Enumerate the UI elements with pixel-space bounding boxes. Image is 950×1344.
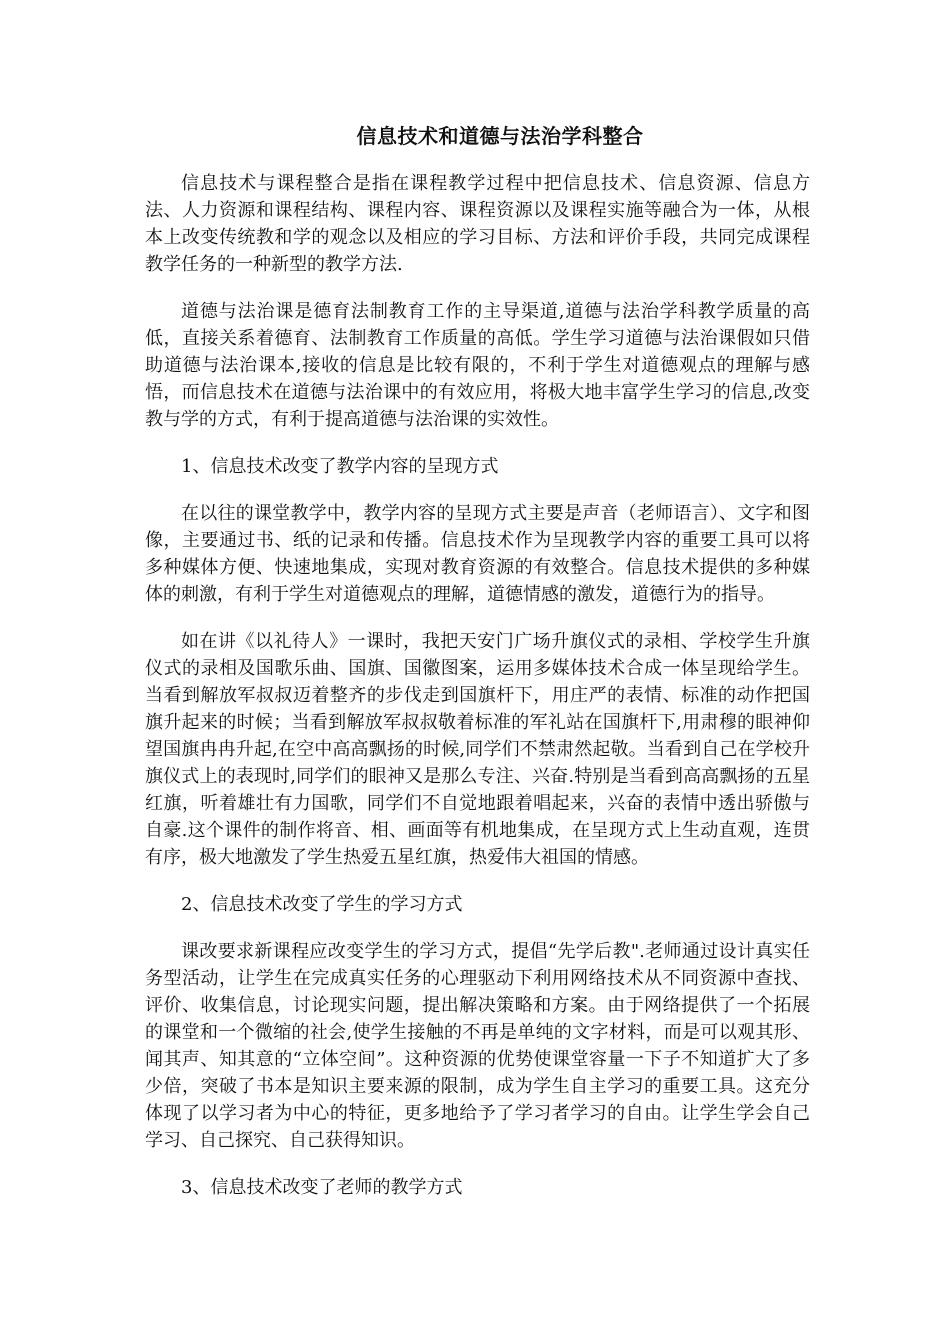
section-heading-1: 1、信息技术改变了教学内容的呈现方式 xyxy=(181,456,499,477)
document-title: 信息技术和道德与法治学科整合 xyxy=(356,124,644,148)
paragraph-importance: 道德与法治课是德育法制教育工作的主导渠道,道德与法治学科教学质量的高低，直接关系着德育、法制教育工作质量的高低。学生学习道德与法治课假如只借助道德与法治课本,接收的信息是比较有限的，不利于学生对道德观点的理解与感悟，而信息技术在道德与法治课中的有效应用，将极大地丰富学生学习的信息,改变教与学的方式，有利于提高道德与法治课的实效性。 xyxy=(145,301,810,430)
paragraph-learning: 课改要求新课程应改变学生的学习方式，提倡“先学后教".老师通过设计真实任务型活动，让学生在完成真实任务的心理驱动下利用网络技术从不同资源中查找、评价、收集信息，讨论现实问题，提出解决策略和方案。由于网络提供了一个拓展的课堂和一个微缩的社会,使学生接触的不再是单纯的文字材料，而是可以观其形、闻其声、知其意的“立体空间”。这种资源的优势使课堂容量一下子不知道扩大了多少倍，突破了书本是知识主要来源的限制，成为学生自主学习的重要工具。这充分体现了以学习者为中心的特征，更多地给予了学习者学习的自由。让学生学会自己学习、自己探究、自己获得知识。 xyxy=(145,941,810,1151)
section-heading-3: 3、信息技术改变了老师的教学方式 xyxy=(181,1177,463,1198)
paragraph-example: 如在讲《以礼待人》一课时，我把天安门广场升旗仪式的录相、学校学生升旗仪式的录相及国歌乐曲、国旗、国徽图案，运用多媒体技术合成一体呈现给学生。当看到解放军叔叔迈着整齐的步伐走到国旗杆下，用庄严的表情、标准的动作把国旗升起来的时候；当看到解放军叔叔敬着标准的军礼站在国旗杆下,用肃穆的眼神仰望国旗冉冉升起,在空中高高飘扬的时候,同学们不禁肃然起敬。当看到自己在学校升旗仪式上的表现时,同学们的眼神又是那么专注、兴奋.特别是当看到高高飘扬的五星红旗，听着雄壮有力国歌，同学们不自觉地跟着唱起来，兴奋的表情中透出骄傲与自豪.这个课件的制作将音、相、画面等有机地集成，在呈现方式上生动直观，连贯有序，极大地激发了学生热爱五星红旗，热爱伟大祖国的情感。 xyxy=(145,631,810,868)
document-body xyxy=(145,170,810,1221)
section-heading-2: 2、信息技术改变了学生的学习方式 xyxy=(181,894,463,915)
paragraph-intro: 信息技术与课程整合是指在课程教学过程中把信息技术、信息资源、信息方法、人力资源和课程结构、课程内容、课程资源以及课程实施等融合为一体，从根本上改变传统教和学的观念以及相应的学习目标、方法和评价手段，共同完成课程教学任务的一种新型的教学方法. xyxy=(145,173,810,275)
paragraph-presentation: 在以往的课堂教学中，教学内容的呈现方式主要是声音（老师语言）、文字和图像，主要通过书、纸的记录和传播。信息技术作为呈现教学内容的重要工具可以将多种媒体方便、快速地集成，实现对教育资源的有效整合。信息技术提供的多种媒体的刺激，有利于学生对道德观点的理解，道德情感的激发，道德行为的指导。 xyxy=(145,503,810,605)
